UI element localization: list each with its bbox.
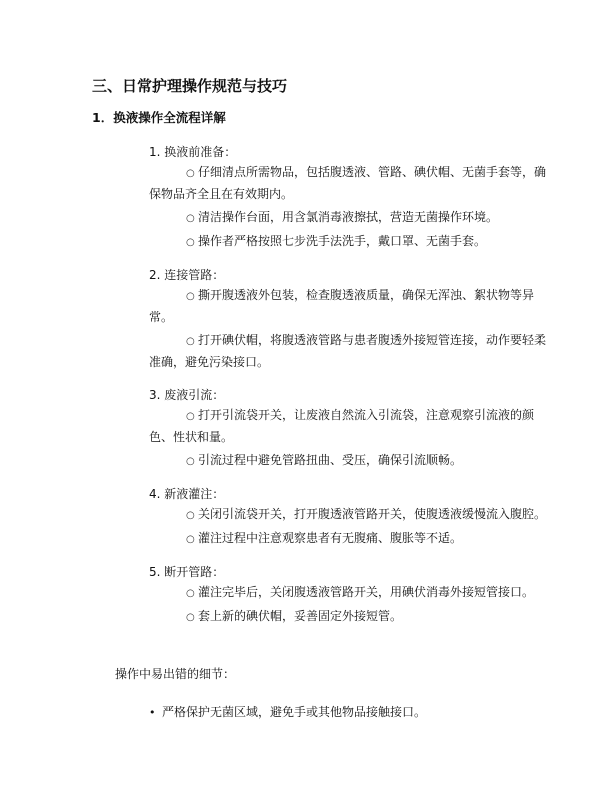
sub-item: [149, 582, 551, 604]
sub-item: [149, 207, 551, 229]
sub-item-text: 清洁操作台面，用含氯消毒液擦拭，营造无菌操作环境。: [198, 210, 499, 224]
hollow-bullet-icon: ○: [186, 411, 195, 422]
step-title: 4. 新液灌注：: [149, 487, 225, 501]
sub-item-text: 关闭引流袋开关，打开腹透液管路开关，使腹透液缓慢流入腹腔。: [198, 507, 547, 521]
step-item: [149, 387, 551, 472]
error-prone-item: [149, 704, 426, 721]
sub-item: [149, 231, 551, 253]
hollow-bullet-icon: ○: [186, 456, 195, 467]
sub-item: [149, 504, 551, 526]
hollow-bullet-icon: ○: [186, 588, 195, 599]
sub-item: [149, 606, 551, 628]
hollow-bullet-icon: ○: [186, 291, 195, 302]
procedure-steps: [149, 144, 551, 642]
hollow-bullet-icon: ○: [186, 510, 195, 521]
hollow-bullet-icon: ○: [186, 534, 195, 545]
sub-item-text: 操作者严格按照七步洗手法洗手，戴口罩、无菌手套。: [198, 234, 487, 248]
bullet-dot-icon: •: [149, 706, 156, 719]
sub-item-text: 打开引流袋开关，让废液自然流入引流袋，注意观察引流液的颜色、性状和量。: [149, 408, 535, 444]
hollow-bullet-icon: ○: [186, 336, 195, 347]
sub-item-text: 打开碘伏帽，将腹透液管路与患者腹透外接短管连接，动作要轻柔准确，避免污染接口。: [149, 333, 547, 369]
sub-item: [149, 285, 551, 328]
sub-item-text: 引流过程中避免管路扭曲、受压，确保引流顺畅。: [198, 453, 463, 467]
step-title: 3. 废液引流：: [149, 388, 225, 402]
error-prone-item-text: 严格保护无菌区域，避免手或其他物品接触接口。: [162, 705, 427, 719]
hollow-bullet-icon: ○: [186, 213, 195, 224]
step-item: [149, 486, 551, 550]
sub-item: [149, 330, 551, 373]
section-title: 三、日常护理操作规范与技巧: [92, 77, 288, 95]
hollow-bullet-icon: ○: [186, 612, 195, 623]
sub-item-text: 仔细清点所需物品，包括腹透液、管路、碘伏帽、无菌手套等，确保物品齐全且在有效期内。: [149, 165, 547, 201]
sub-item-text: 撕开腹透液外包装，检查腹透液质量，确保无浑浊、絮状物等异常。: [149, 288, 535, 324]
step-item: [149, 564, 551, 628]
sub-item: [149, 528, 551, 550]
error-prone-title: 操作中易出错的细节：: [115, 667, 236, 681]
step-title: 5. 断开管路：: [149, 565, 225, 579]
step-title: 2. 连接管路：: [149, 268, 225, 282]
sub-item-text: 套上新的碘伏帽，妥善固定外接短管。: [198, 609, 403, 623]
step-item: [149, 267, 551, 373]
step-title: 1. 换液前准备：: [149, 145, 237, 159]
sub-item: [149, 405, 551, 448]
hollow-bullet-icon: ○: [186, 237, 195, 248]
sub-item: [149, 450, 551, 472]
sub-item-text: 灌注过程中注意观察患者有无腹痛、腹胀等不适。: [198, 531, 463, 545]
step-item: [149, 144, 551, 253]
subsection-title: 1．换液操作全流程详解: [92, 110, 226, 125]
sub-item-text: 灌注完毕后，关闭腹透液管路开关，用碘伏消毒外接短管接口。: [198, 585, 535, 599]
sub-item: [149, 162, 551, 205]
hollow-bullet-icon: ○: [186, 168, 195, 179]
